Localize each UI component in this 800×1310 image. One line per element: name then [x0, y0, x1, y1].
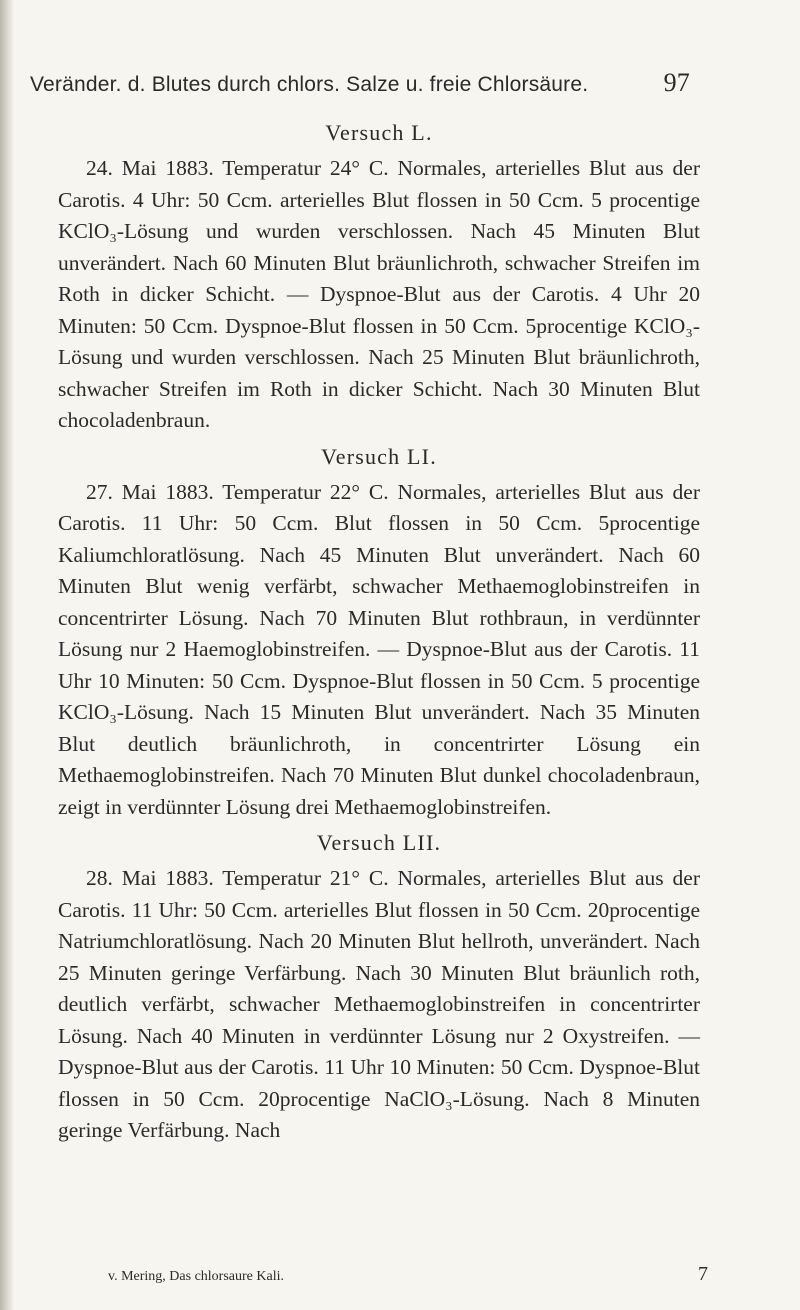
page-gutter-shadow — [0, 0, 14, 1310]
section-paragraph-li: 27. Mai 1883. Temperatur 22° C. Normales, arterielles Blut aus der Carotis. 11 Uhr: 50 Ccm. Blut flossen in 50 Ccm. 5procentige Kaliumchloratlösung. Nach 45 Minuten Blut unverändert. Nach 60 Minuten Blut wenig verfärbt, schwacher Methaemoglobinstreifen in concentrirter Lösung. Nach 70 Minuten Blut rothbraun, in verdünnter Lösung nur 2 Haemoglobinstreifen. — Dyspnoe-Blut aus der Carotis. 11 Uhr 10 Minuten: 50 Ccm. Dyspnoe-Blut flossen in 50 Ccm. 5 procentige KClO₃-Lösung. Nach 15 Minuten Blut unverändert. Nach 35 Minuten Blut deutlich bräunlichroth, in concentrirter Lösung ein Methaemoglobinstreifen. Nach 70 Minuten Blut dunkel chocoladenbraun, zeigt in verdünnter Lösung drei Methaemoglobinstreifen. — [58, 479, 700, 819]
section-paragraph-l: 24. Mai 1883. Temperatur 24° C. Normales, arterielles Blut aus der Carotis. 4 Uhr: 50 Ccm. arterielles Blut flossen in 50 Ccm. 5 procentige KClO₃-Lösung und wurden verschlossen. Nach 45 Minuten Blut unverändert. Nach 60 Minuten Blut bräunlichroth, schwacher Streifen im Roth in dicker Schicht. — Dyspnoe-Blut aus der Carotis. 4 Uhr 20 Minuten: 50 Ccm. Dyspnoe-Blut flossen in 50 Ccm. 5procentige KClO₃-Lösung und wurden verschlossen. Nach 25 Minuten Blut bräunlichroth, schwacher Streifen im Roth in dicker Schicht. Nach 30 Minuten Blut chocoladenbraun. — [58, 156, 700, 432]
page-footer — [108, 1263, 708, 1286]
book-page — [30, 0, 800, 1310]
running-header — [30, 68, 690, 98]
page-number: 97 — [663, 68, 690, 97]
section-paragraph-lii: 28. Mai 1883. Temperatur 21° C. Normales, arterielles Blut aus der Carotis. 11 Uhr: 50 Ccm. arterielles Blut flossen in 50 Ccm. 20procentige Natriumchloratlösung. Nach 20 Minuten Blut hellroth, unverändert. Nach 25 Minuten geringe Verfärbung. Nach 30 Minuten Blut bräunlich roth, deutlich verfärbt, schwacher Methaemoglobinstreifen in concentrirter Lösung. Nach 40 Minuten in verdünnter Lösung nur 2 Oxystreifen. — Dyspnoe-Blut aus der Carotis. 11 Uhr 10 Minuten: 50 Ccm. Dyspnoe-Blut flossen in 50 Ccm. 20procentige NaClO₃-Lösung. Nach 8 Minuten geringe Verfärbung. Nach — [58, 866, 700, 1142]
page-body — [58, 113, 700, 1147]
section-heading-lii: Versuch LII. — [316, 830, 442, 855]
running-title: Veränder. d. Blutes durch chlors. Salze u. freie Chlorsäure. — [30, 73, 589, 96]
footer-credit: v. Mering, Das chlorsaure Kali. — [108, 1269, 284, 1284]
section-heading-li: Versuch LI. — [321, 443, 437, 469]
section-heading-l: Versuch L. — [325, 120, 433, 145]
signature-mark: 7 — [698, 1263, 708, 1285]
